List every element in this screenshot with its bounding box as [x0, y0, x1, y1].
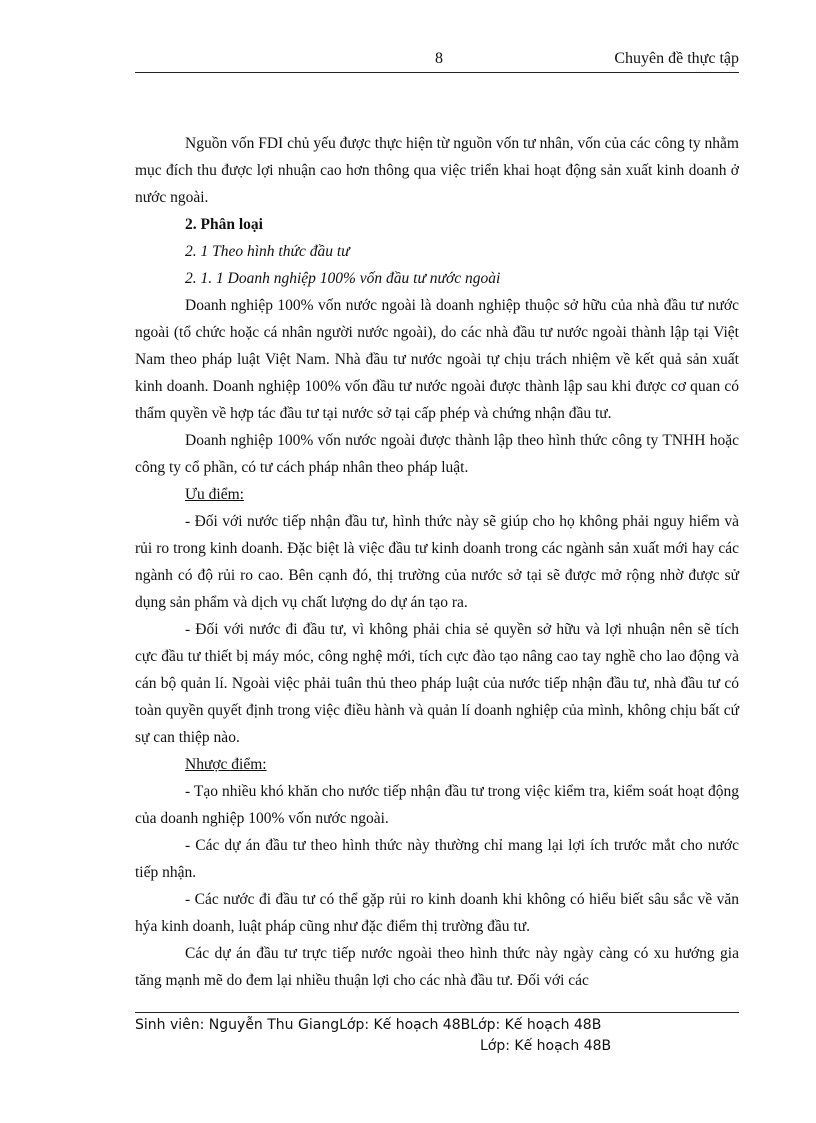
page-number: 8	[435, 50, 443, 67]
paragraph: - Các dự án đầu tư theo hình thức này thường chỉ mang lại lợi ích trước mắt cho nước tiếp nhận.	[135, 837, 739, 881]
disadvantages-heading: Nhược điểm:	[185, 756, 267, 773]
paragraph: - Đối với nước đi đầu tư, vì không phải chia sẻ quyền sở hữu và lợi nhuận nên sẽ tích cực đầu tư thiết bị máy móc, công nghệ mới, tích cực đào tạo nâng cao tay nghề cho lao động và cán bộ quản lí. Ngoài việc phải tuân thủ theo pháp luật của nước tiếp nhận đầu tư, nhà đầu tư có toàn quyền quyết định trong việc điều hành và quản lí doanh nghiệp của mình, không chịu bất cứ sự can thiệp nào.	[135, 621, 739, 746]
paragraph: - Các nước đi đầu tư có thể gặp rủi ro kinh doanh khi không có hiểu biết sâu sắc về văn hýa kinh doanh, luật pháp cũng như đặc điểm thị trường đầu tư.	[135, 891, 739, 935]
paragraph: Doanh nghiệp 100% vốn nước ngoài là doanh nghiệp thuộc sở hữu của nhà đầu tư nước ngoài (tổ chức hoặc cá nhân người nước ngoài), do các nhà đầu tư nước ngoài thành lập tại Việt Nam theo pháp luật Việt Nam. Nhà đầu tư nước ngoài tự chịu trách nhiệm về kết quả sản xuất kinh doanh. Doanh nghiệp 100% vốn đầu tư nước ngoài được thành lập sau khi được cơ quan có thẩm quyền về hợp tác đầu tư tại nước sở tại cấp phép và chứng nhận đầu tư.	[135, 297, 739, 422]
paragraph: - Đối với nước tiếp nhận đầu tư, hình thức này sẽ giúp cho họ không phải nguy hiểm và rủi ro trong kinh doanh. Đặc biệt là việc đầu tư kinh doanh trong các ngành sản xuất mới hay các ngành có độ rủi ro cao. Bên cạnh đó, thị trường của nước sở tại sẽ được mở rộng nhờ được sử dụng sản phẩm và dịch vụ chất lượng do dự án tạo ra.	[135, 513, 739, 611]
header-title: Chuyên đề thực tập	[614, 50, 739, 67]
paragraph: Doanh nghiệp 100% vốn nước ngoài được thành lập theo hình thức công ty TNHH hoặc công ty cổ phần, có tư cách pháp nhân theo pháp luật.	[135, 432, 739, 476]
document-body	[135, 130, 739, 994]
page-footer	[135, 1012, 739, 1057]
page-header	[135, 44, 739, 73]
paragraph: Nguồn vốn FDI chủ yếu được thực hiện từ nguồn vốn tư nhân, vốn của các công ty nhằm mục đích thu được lợi nhuận cao hơn thông qua việc triển khai hoạt động sản xuất kinh doanh ở nước ngoài.	[135, 135, 739, 206]
subsection-heading: 2. 1 Theo hình thức đầu tư	[185, 243, 350, 260]
subsubsection-heading: 2. 1. 1 Doanh nghiệp 100% vốn đầu tư nước ngoài	[185, 270, 501, 287]
footer-line-2: Lớp: Kế hoạch 48B	[480, 1038, 612, 1054]
footer-line-1: Sinh viên: Nguyễn Thu GiangLớp: Kế hoạch 48BLớp: Kế hoạch 48B	[135, 1017, 602, 1033]
section-heading: 2. Phân loại	[185, 216, 263, 233]
paragraph: Các dự án đầu tư trực tiếp nước ngoài theo hình thức này ngày càng có xu hướng gia tăng mạnh mẽ do đem lại nhiều thuận lợi cho các nhà đầu tư. Đối với các	[135, 945, 739, 989]
advantages-heading: Ưu điểm:	[185, 486, 244, 503]
paragraph: - Tạo nhiều khó khăn cho nước tiếp nhận đầu tư trong việc kiểm tra, kiểm soát hoạt động của doanh nghiệp 100% vốn nước ngoài.	[135, 783, 739, 827]
